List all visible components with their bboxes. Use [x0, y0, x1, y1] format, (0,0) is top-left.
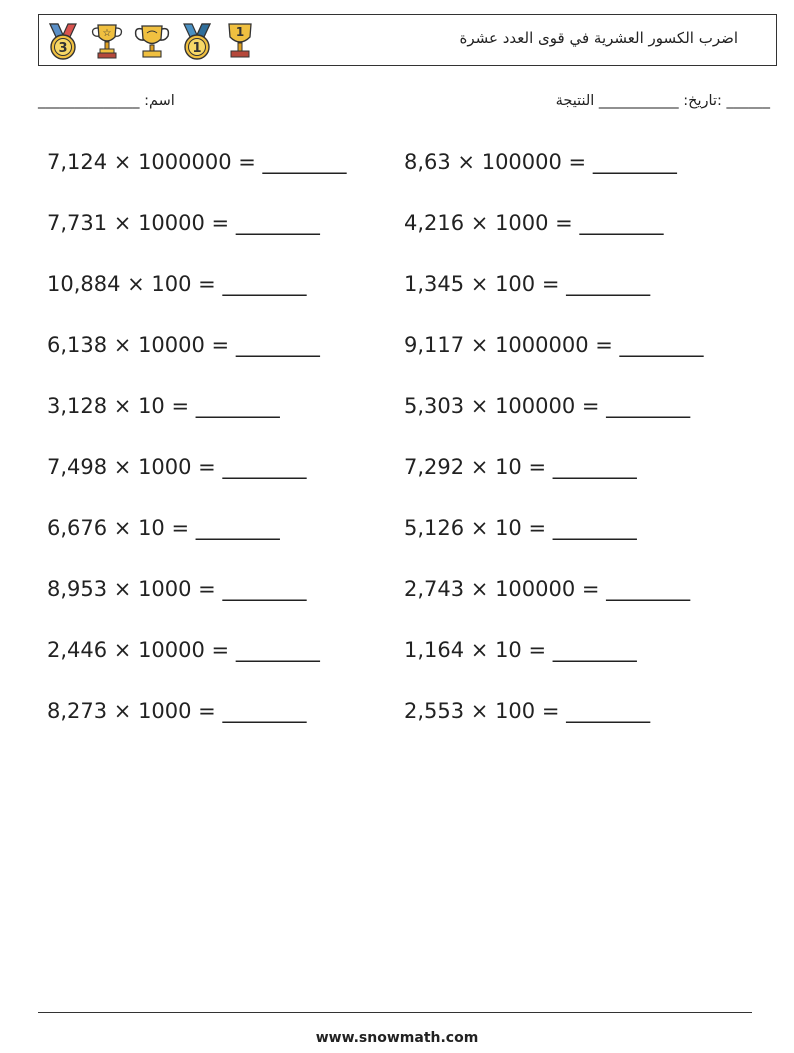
svg-text:1: 1	[192, 41, 202, 56]
problem-left-10: 8,273 × 1000 = ________	[47, 699, 307, 723]
problem-left-6: 7,498 × 1000 = ________	[47, 455, 307, 479]
problem-right-7: 5,126 × 10 = ________	[404, 516, 637, 540]
footer-divider	[38, 1012, 752, 1013]
worksheet-header	[38, 14, 777, 66]
footer-url: www.snowmath.com	[315, 1030, 479, 1046]
problem-right-5: 5,303 × 100000 = ________	[404, 394, 691, 418]
problem-left-4: 6,138 × 10000 = ________	[47, 333, 320, 357]
problem-left-3: 10,884 × 100 = ________	[47, 272, 307, 296]
problem-right-6: 7,292 × 10 = ________	[404, 455, 637, 479]
problem-right-2: 4,216 × 1000 = ________	[404, 211, 664, 235]
problem-right-1: 8,63 × 100000 = ________	[404, 150, 677, 174]
problem-right-3: 1,345 × 100 = ________	[404, 272, 651, 296]
svg-text:1: 1	[235, 25, 245, 39]
problem-left-5: 3,128 × 10 = ________	[47, 394, 280, 418]
problem-right-4: 9,117 × 1000000 = ________	[404, 333, 704, 357]
svg-text:☆: ☆	[102, 28, 112, 39]
problem-left-8: 8,953 × 1000 = ________	[47, 577, 307, 601]
problem-left-9: 2,446 × 10000 = ________	[47, 638, 320, 662]
trophy-1-icon	[223, 21, 257, 61]
svg-text:3: 3	[58, 41, 68, 56]
problem-right-8: 2,743 × 100000 = ________	[404, 577, 691, 601]
award-icons	[45, 20, 257, 62]
trophy-cup-icon	[133, 21, 171, 61]
medal-3-icon	[45, 21, 81, 61]
problem-left-2: 7,731 × 10000 = ________	[47, 211, 320, 235]
date-score-field: ______ :تاريخ: ___________ النتيجة	[555, 93, 770, 109]
trophy-star-icon	[89, 21, 125, 61]
problem-right-10: 2,553 × 100 = ________	[404, 699, 651, 723]
medal-1-icon	[179, 21, 215, 61]
problem-left-1: 7,124 × 1000000 = ________	[47, 150, 347, 174]
worksheet-title: اضرب الكسور العشرية في قوى العدد عشرة	[459, 29, 738, 47]
problem-left-7: 6,676 × 10 = ________	[47, 516, 280, 540]
problem-right-9: 1,164 × 10 = ________	[404, 638, 637, 662]
student-name-field: اسم: ______________	[38, 93, 175, 109]
